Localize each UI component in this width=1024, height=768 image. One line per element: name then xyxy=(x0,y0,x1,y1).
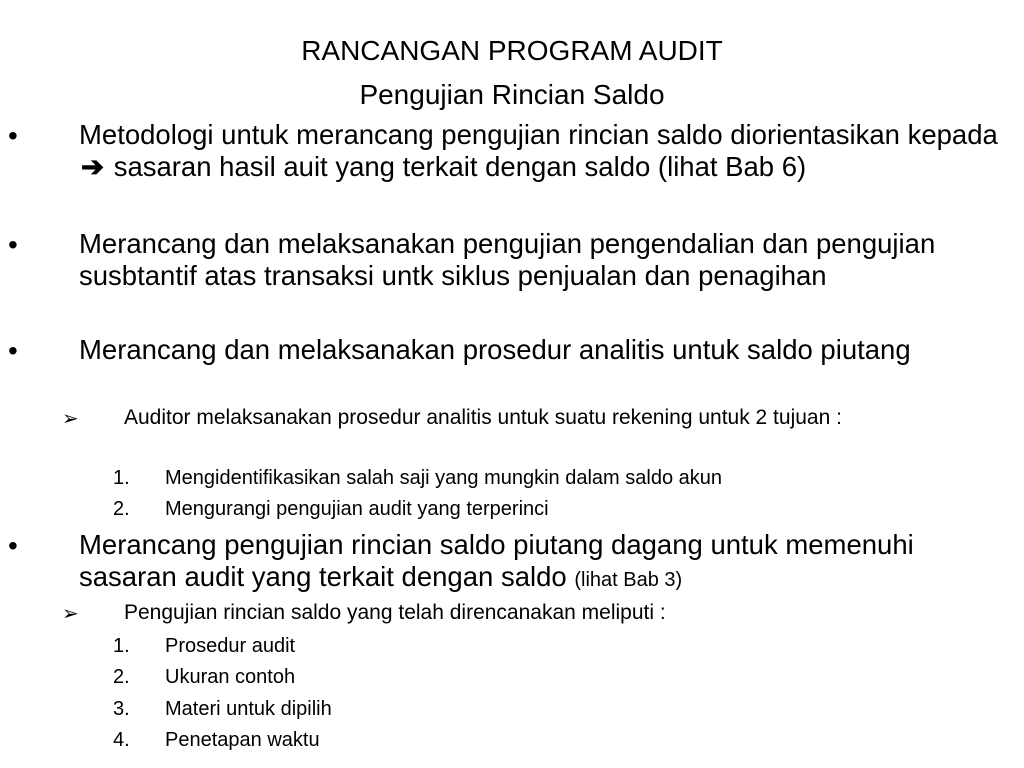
bullet-text-4 xyxy=(79,529,1014,596)
sub-bullet-arrow-icon: ➢ xyxy=(62,603,79,625)
bullet-marker: • xyxy=(8,335,18,366)
sub-bullet-text-4: Pengujian rincian saldo yang telah direncanakan meliputi : xyxy=(124,601,666,624)
bullet-text-4-note: (lihat Bab 3) xyxy=(574,569,683,591)
slide-title: RANCANGAN PROGRAM AUDIT xyxy=(301,35,723,66)
right-arrow-icon: ➔ xyxy=(81,151,105,182)
list-item: Mengidentifikasikan salah saji yang mungkin dalam saldo akun xyxy=(165,467,722,489)
list-item: Materi untuk dipilih xyxy=(165,698,332,720)
sub-bullet-arrow-icon: ➢ xyxy=(62,408,79,430)
bullet-marker: • xyxy=(8,530,18,561)
bullet-text-1-before: Metodologi untuk merancang pengujian rincian saldo diorientasikan kepada xyxy=(79,119,998,150)
bullet-marker: • xyxy=(8,229,18,260)
list-number: 1. xyxy=(113,635,130,657)
bullet-text-2: Merancang dan melaksanakan pengujian pengendalian dan pengujian susbtantif atas transaksi untk siklus penjualan dan penagihan xyxy=(79,228,936,291)
bullet-text-1 xyxy=(79,119,1014,183)
bullet-marker: • xyxy=(8,120,18,151)
slide-subtitle: Pengujian Rincian Saldo xyxy=(359,79,665,110)
sub-bullet-text-3: Auditor melaksanakan prosedur analitis untuk suatu rekening untuk 2 tujuan : xyxy=(124,406,842,429)
list-number: 2. xyxy=(113,666,130,688)
bullet-text-3: Merancang dan melaksanakan prosedur analitis untuk saldo piutang xyxy=(79,334,911,365)
list-item: Ukuran contoh xyxy=(165,666,296,688)
list-number: 3. xyxy=(113,698,130,720)
list-item: Mengurangi pengujian audit yang terperinci xyxy=(165,498,549,520)
list-item: Prosedur audit xyxy=(165,635,296,657)
bullet-text-1-after: sasaran hasil auit yang terkait dengan saldo (lihat Bab 6) xyxy=(113,151,807,182)
list-number: 2. xyxy=(113,498,130,520)
list-number: 4. xyxy=(113,729,130,751)
bullet-text-4-main: Merancang pengujian rincian saldo piutang dagang untuk memenuhi sasaran audit yang terkait dengan saldo xyxy=(79,529,914,592)
list-number: 1. xyxy=(113,467,130,489)
list-item: Penetapan waktu xyxy=(165,729,320,751)
